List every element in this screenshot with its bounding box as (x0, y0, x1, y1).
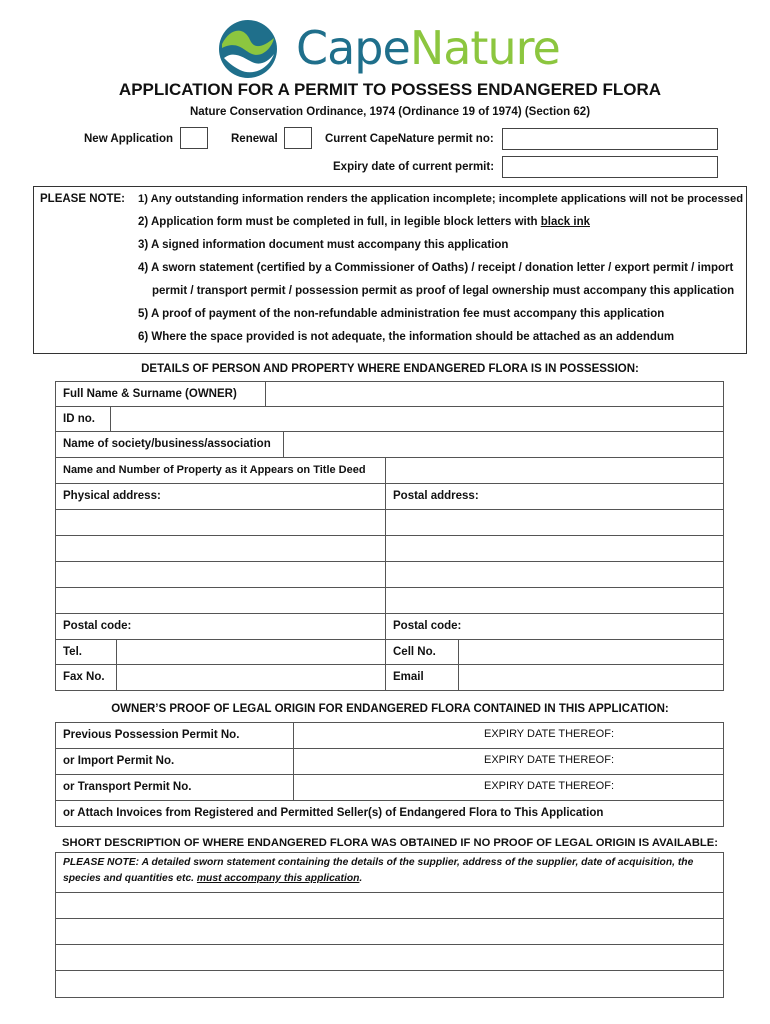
expiry-current-permit-label: Expiry date of current permit: (333, 161, 495, 173)
email-label: Email (393, 671, 424, 683)
society-label: Name of society/business/association (63, 438, 271, 450)
description-note-line-2-text: species and quantities etc. (63, 873, 197, 884)
page-subtitle: Nature Conservation Ordinance, 1974 (Ordinance 19 of 1974) (Section 62) (189, 106, 591, 118)
postal-postal-code-label: Postal code: (393, 620, 462, 632)
full-name-input[interactable] (265, 381, 724, 407)
id-label: ID no. (63, 413, 95, 425)
physical-address-line-3[interactable] (55, 561, 386, 588)
cell-label: Cell No. (393, 646, 436, 658)
description-line-2[interactable] (55, 918, 724, 945)
previous-permit-expiry-label: EXPIRY DATE THEREOF: (484, 728, 614, 740)
description-line-3[interactable] (55, 944, 724, 971)
please-note-heading: PLEASE NOTE: (40, 193, 125, 205)
full-name-label: Full Name & Surname (OWNER) (63, 388, 237, 400)
description-heading: SHORT DESCRIPTION OF WHERE ENDANGERED FLORA WAS OBTAINED IF NO PROOF OF LEGAL ORIGIN IS AVAILABLE: (62, 837, 718, 849)
description-line-1[interactable] (55, 892, 724, 919)
new-application-checkbox[interactable] (180, 127, 208, 149)
current-permit-input[interactable] (502, 128, 718, 150)
description-note-end: . (359, 873, 363, 884)
tel-label: Tel. (63, 646, 82, 658)
property-input[interactable] (385, 457, 724, 484)
property-label: Name and Number of Property as it Appears on Title Deed (63, 464, 366, 476)
note-item-6: 6) Where the space provided is not adequate, the information should be attached as an addendum (138, 331, 675, 343)
current-permit-label: Current CapeNature permit no: (325, 133, 494, 145)
fax-input[interactable] (116, 664, 386, 691)
society-input[interactable] (283, 431, 724, 458)
capenature-logo-mark (216, 18, 280, 80)
description-note-emphasis: must accompany this application (196, 873, 360, 884)
invoices-label: or Attach Invoices from Registered and Permitted Seller(s) of Endangered Flora to This Application (63, 807, 604, 819)
description-line-4[interactable] (55, 970, 724, 998)
postal-address-label: Postal address: (393, 490, 479, 502)
description-note-line-2 (63, 873, 362, 884)
id-input[interactable] (110, 406, 724, 432)
renewal-checkbox[interactable] (284, 127, 312, 149)
renewal-label: Renewal (231, 133, 278, 145)
note-item-5: 5) A proof of payment of the non-refundable administration fee must accompany this application (138, 308, 665, 320)
previous-permit-label: Previous Possession Permit No. (63, 729, 240, 741)
note-item-4-cont: permit / transport permit / possession permit as proof of legal ownership must accompany this application (152, 285, 735, 297)
postal-address-line-1[interactable] (385, 509, 724, 536)
note-item-2-text: 2) Application form must be completed in full, in legible block letters with (138, 216, 541, 228)
postal-address-line-3[interactable] (385, 561, 724, 588)
note-item-3: 3) A signed information document must accompany this application (138, 239, 509, 251)
note-item-1: 1) Any outstanding information renders the application incomplete; incomplete applications will not be processed (138, 193, 744, 205)
physical-address-label: Physical address: (63, 490, 161, 502)
transport-permit-expiry-label: EXPIRY DATE THEREOF: (484, 780, 614, 792)
postal-address-line-2[interactable] (385, 535, 724, 562)
note-item-2-emphasis: black ink (540, 216, 590, 228)
physical-postal-code-label: Postal code: (63, 620, 132, 632)
proof-heading: OWNER’S PROOF OF LEGAL ORIGIN FOR ENDANGERED FLORA CONTAINED IN THIS APPLICATION: (111, 703, 669, 715)
capenature-logo-text: CapeNature (296, 21, 560, 75)
physical-address-line-2[interactable] (55, 535, 386, 562)
expiry-current-permit-input[interactable] (502, 156, 718, 178)
capenature-logo (216, 18, 566, 80)
import-permit-label: or Import Permit No. (63, 755, 175, 767)
physical-address-line-4[interactable] (55, 587, 386, 614)
description-note-line-1: PLEASE NOTE: A detailed sworn statement containing the details of the supplier, address of the supplier, date of acquisition, the (63, 857, 694, 868)
import-permit-expiry-label: EXPIRY DATE THEREOF: (484, 754, 614, 766)
details-heading: DETAILS OF PERSON AND PROPERTY WHERE ENDANGERED FLORA IS IN POSSESSION: (141, 363, 639, 375)
transport-permit-label: or Transport Permit No. (63, 781, 192, 793)
cell-input[interactable] (458, 639, 724, 665)
page-title: APPLICATION FOR A PERMIT TO POSSESS ENDANGERED FLORA (118, 80, 662, 99)
email-input[interactable] (458, 664, 724, 691)
note-item-4: 4) A sworn statement (certified by a Commissioner of Oaths) / receipt / donation letter / export permit / import (138, 262, 734, 274)
new-application-label: New Application (84, 133, 174, 145)
note-item-2 (138, 216, 590, 228)
postal-address-line-4[interactable] (385, 587, 724, 614)
tel-input[interactable] (116, 639, 386, 665)
physical-address-line-1[interactable] (55, 509, 386, 536)
fax-label: Fax No. (63, 671, 105, 683)
